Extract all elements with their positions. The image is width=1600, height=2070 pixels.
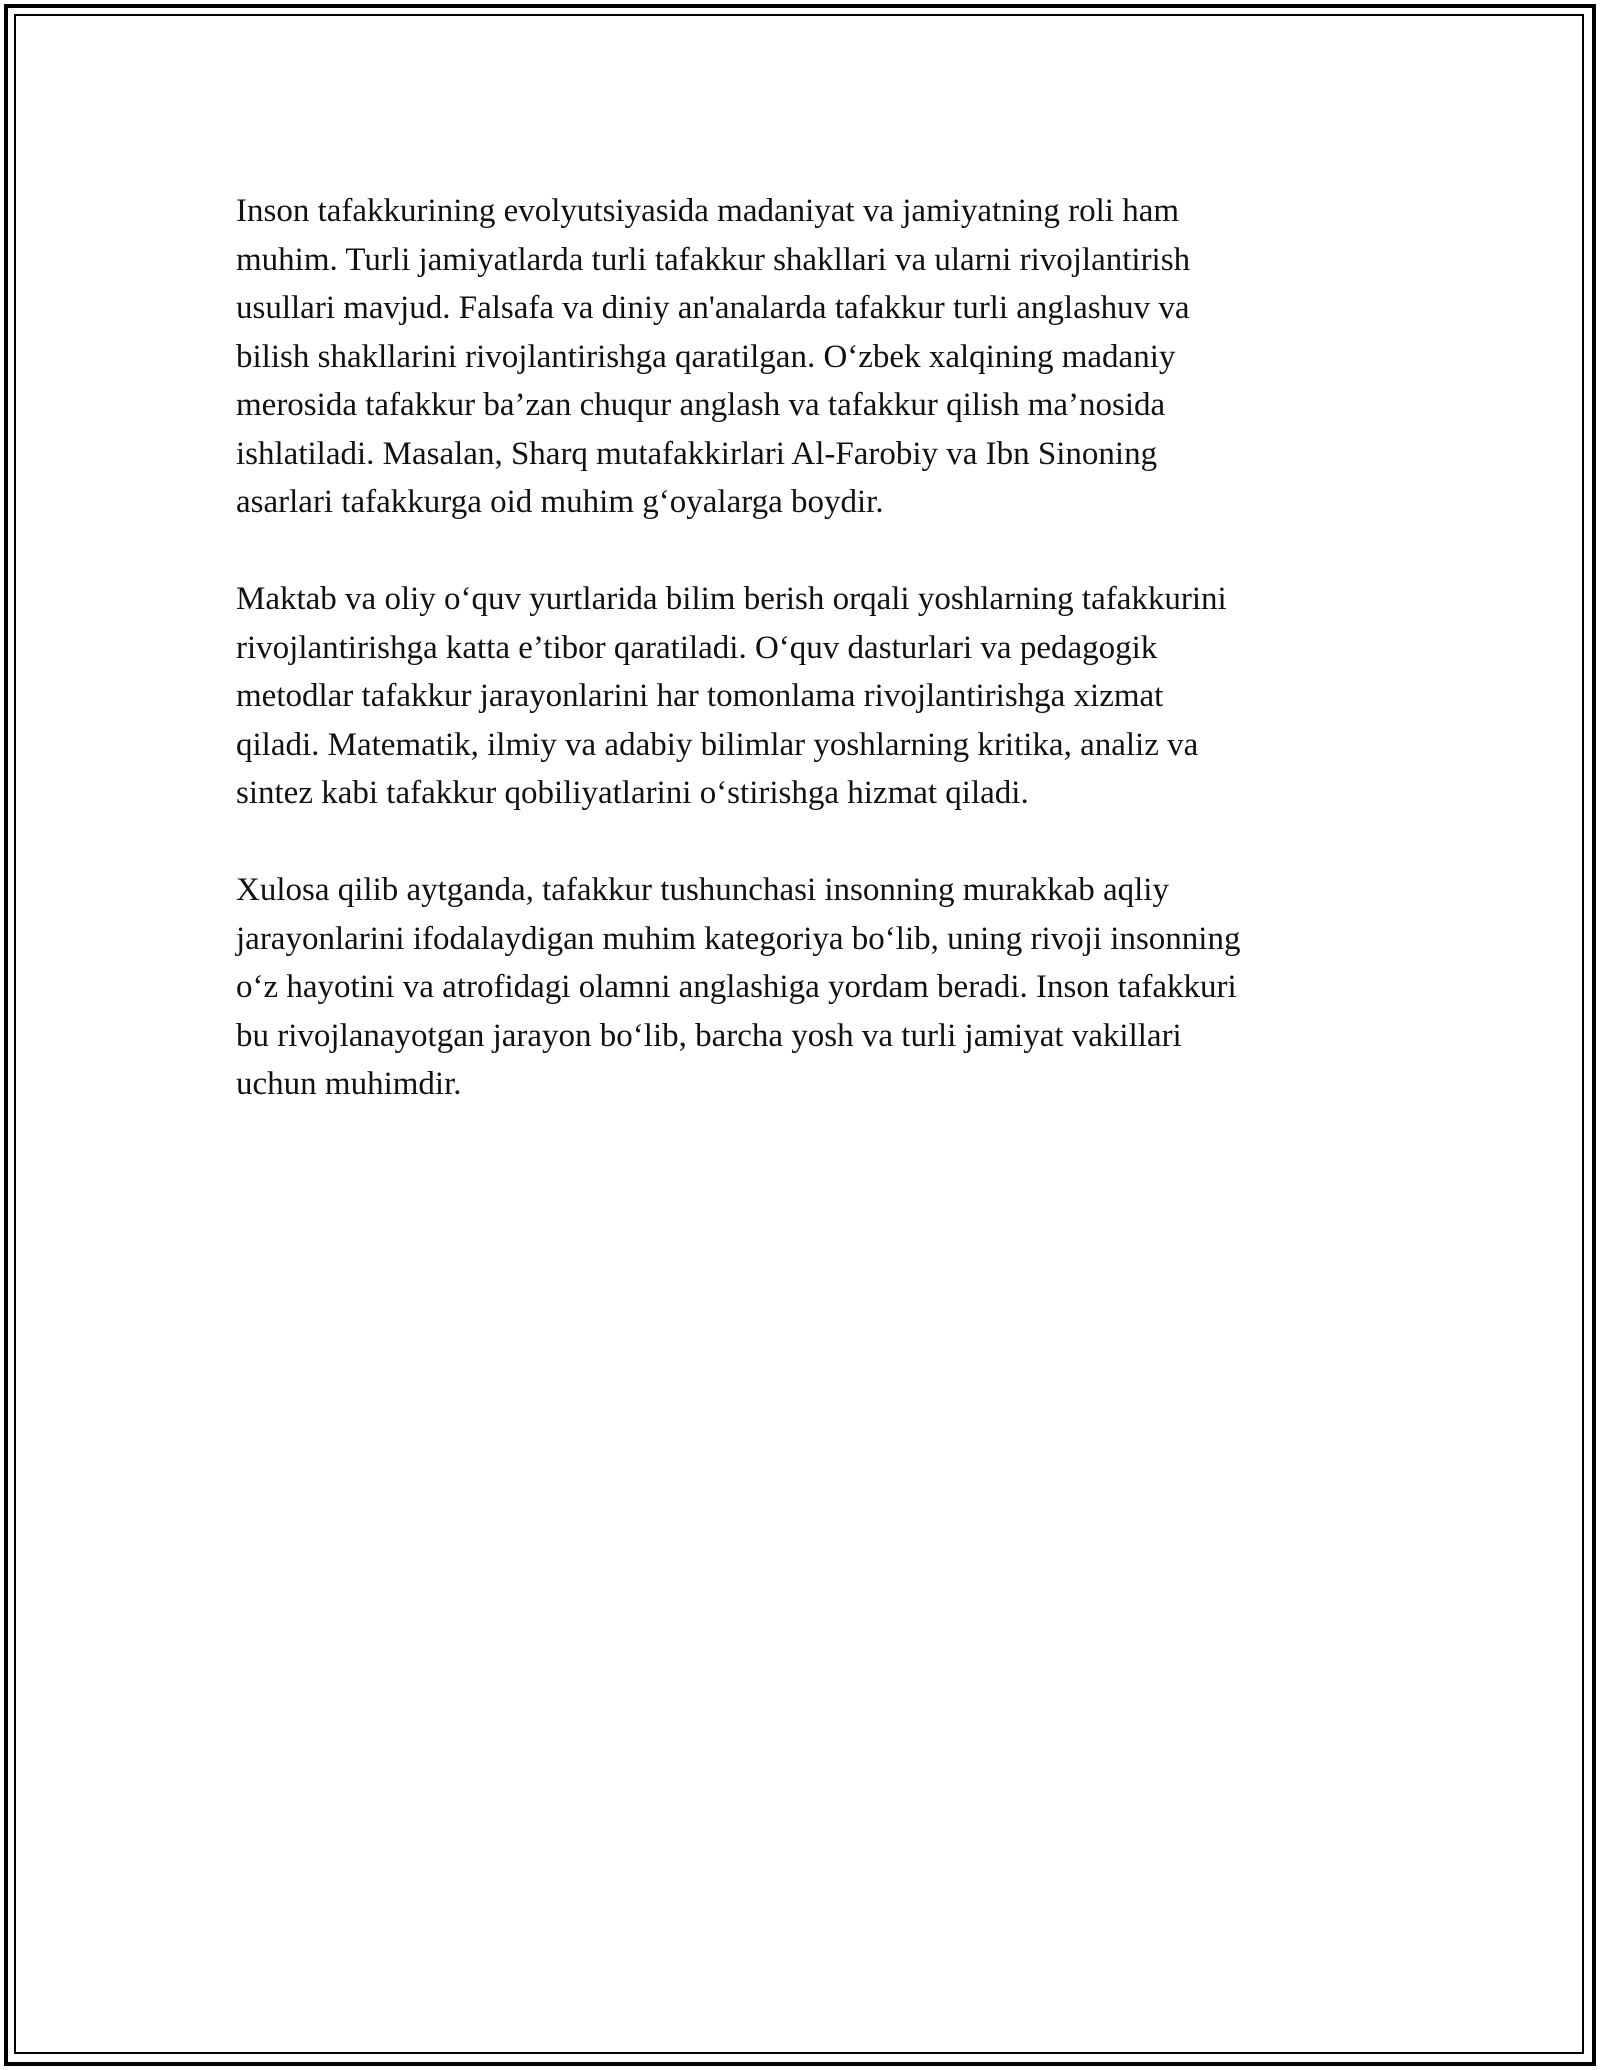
text-line: jarayonlarini ifodalaydigan muhim kategoriya bo‘lib, uning rivoji insonning [236, 920, 1241, 957]
text-line: Maktab va oliy o‘quv yurtlarida bilim berish orqali yoshlarning tafakkurini [236, 581, 1227, 617]
text-line: asarlari tafakkurga oid muhim g‘oyalarga boydir. [236, 484, 884, 520]
text-line: Xulosa qilib aytganda, tafakkur tushunchasi insonning murakkab aqliy [236, 872, 1169, 908]
text-line: qiladi. Matematik, ilmiy va adabiy bilimlar yoshlarning kritika, analiz va [236, 726, 1199, 763]
text-line: uchun muhimdir. [236, 1066, 462, 1102]
paragraph-3 [236, 866, 1366, 1109]
text-line: muhim. Turli jamiyatlarda turli tafakkur shakllari va ularni rivojlantirish [236, 241, 1191, 278]
text-line: sintez kabi tafakkur qobiliyatlarini o‘stirishga hizmat qiladi. [236, 775, 1029, 811]
text-line: o‘z hayotini va atrofidagi olamni anglashiga yordam beradi. Inson tafakkuri [236, 969, 1237, 1005]
text-line: bu rivojlanayotgan jarayon bo‘lib, barcha yosh va turli jamiyat vakillari [236, 1017, 1182, 1054]
paragraph-2 [236, 575, 1366, 818]
text-line: metodlar tafakkur jarayonlarini har tomonlama rivojlantirishga xizmat [236, 678, 1164, 714]
document-body [236, 187, 1366, 1157]
text-line: usullari mavjud. Falsafa va diniy an'analarda tafakkur turli anglashuv va [236, 290, 1190, 326]
text-line: bilish shakllarini rivojlantirishga qaratilgan. O‘zbek xalqining madaniy [236, 338, 1176, 375]
text-line: Inson tafakkurining evolyutsiyasida madaniyat va jamiyatning roli ham [236, 193, 1180, 229]
text-line: merosida tafakkur ba’zan chuqur anglash va tafakkur qilish ma’nosida [236, 387, 1166, 423]
text-line: ishlatiladi. Masalan, Sharq mutafakkirlari Al-Farobiy va Ibn Sinoning [236, 435, 1158, 472]
paragraph-1 [236, 187, 1366, 527]
text-line: rivojlantirishga katta e’tibor qaratiladi. O‘quv dasturlari va pedagogik [236, 629, 1158, 666]
